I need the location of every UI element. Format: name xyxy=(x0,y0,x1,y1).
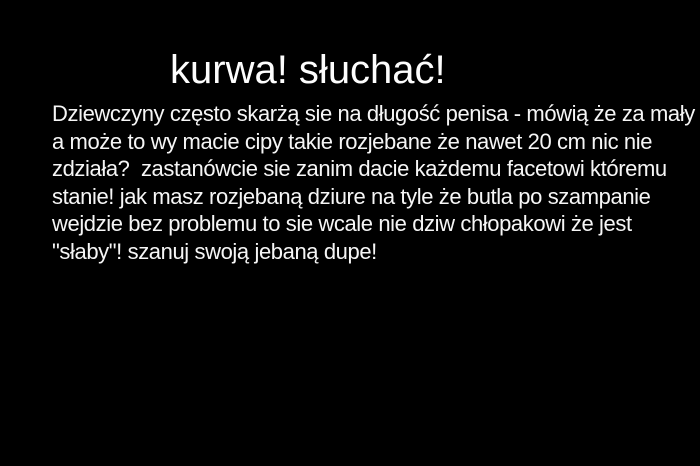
body-text-line: Dziewczyny często skarżą sie na długość penisa - mówią że za mały xyxy=(52,101,695,126)
body-text-line: zdziała? zastanówcie sie zanim dacie każdemu facetowi któremu xyxy=(52,156,667,181)
slide-body-text xyxy=(52,100,695,265)
body-text-line: stanie! jak masz rozjebaną dziure na tyle że butla po szampanie xyxy=(52,183,651,209)
body-text-line: wejdzie bez problemu to sie wcale nie dziw chłopakowi że jest xyxy=(52,211,632,236)
body-text-line: "słaby"! szanuj swoją jebaną dupe! xyxy=(52,238,377,264)
slide-title: kurwa! słuchać! xyxy=(170,48,446,92)
body-text-line: a może to wy macie cipy takie rozjebane że nawet 20 cm nic nie xyxy=(52,128,653,154)
